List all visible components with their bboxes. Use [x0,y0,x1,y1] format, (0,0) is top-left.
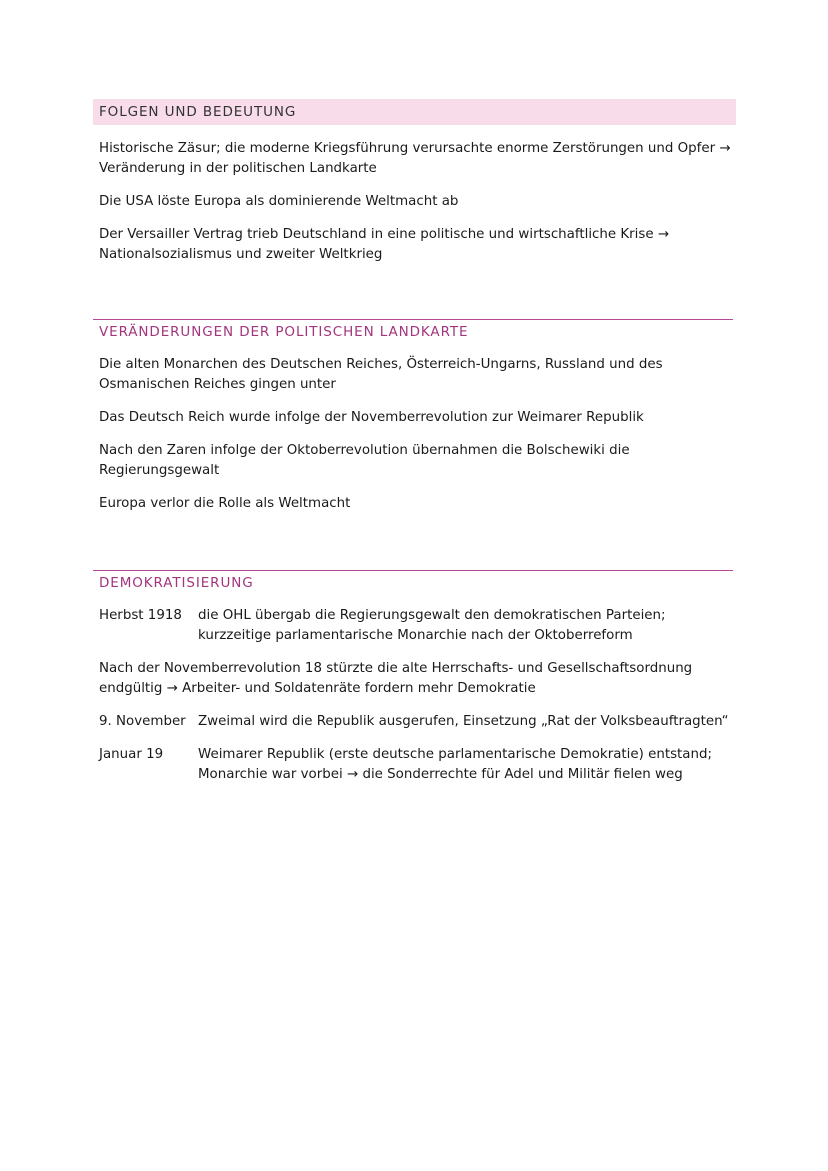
section-demokratisierung [93,570,733,785]
entry-text: Zweimal wird die Republik ausgerufen, Einsetzung „Rat der Volksbeauftragten“ [198,714,729,729]
entry-date: 9. November [99,714,186,729]
section-folgen-und-bedeutung [93,99,733,265]
paragraph: Historische Zäsur; die moderne Kriegsführung verursachte enorme Zerstörungen und Opfer → Veränderung in der politischen Landkarte [99,141,731,176]
entry-date: Januar 19 [99,747,164,762]
timeline-entry [93,745,733,785]
section-veraenderungen [93,319,733,514]
timeline-entry [93,606,733,646]
paragraph: Die alten Monarchen des Deutschen Reiches, Österreich-Ungarns, Russland und des Osmanischen Reiches gingen unter [99,357,663,392]
paragraph: Der Versailler Vertrag trieb Deutschland in eine politische und wirtschaftliche Krise → Nationalsozialismus und zweiter Weltkrieg [99,227,670,262]
entry-text: Weimarer Republik (erste deutsche parlamentarische Demokratie) entstand; Monarchie war vorbei → die Sonderrechte für Adel und Militär fielen weg [198,747,712,782]
paragraph: Nach der Novemberrevolution 18 stürzte die alte Herrschafts- und Gesellschaftsordnung endgültig → Arbeiter- und Soldatenräte fordern mehr Demokratie [99,661,693,696]
section-heading: DEMOKRATISIERUNG [93,570,733,591]
entry-date: Herbst 1918 [99,608,182,623]
timeline-entry [93,712,733,732]
entry-text: die OHL übergab die Regierungsgewalt den demokratischen Parteien; kurzzeitige parlamentarische Monarchie nach der Oktoberreform [198,608,666,643]
section-heading: VERÄNDERUNGEN DER POLITISCHEN LANDKARTE [93,319,733,340]
paragraph: Das Deutsch Reich wurde infolge der Novemberrevolution zur Weimarer Republik [99,410,644,425]
paragraph: Europa verlor die Rolle als Weltmacht [99,496,351,511]
section-heading: FOLGEN UND BEDEUTUNG [93,99,736,125]
paragraph: Nach den Zaren infolge der Oktoberrevolution übernahmen die Bolschewiki die Regierungsgewalt [99,443,630,478]
paragraph: Die USA löste Europa als dominierende Weltmacht ab [99,194,459,209]
